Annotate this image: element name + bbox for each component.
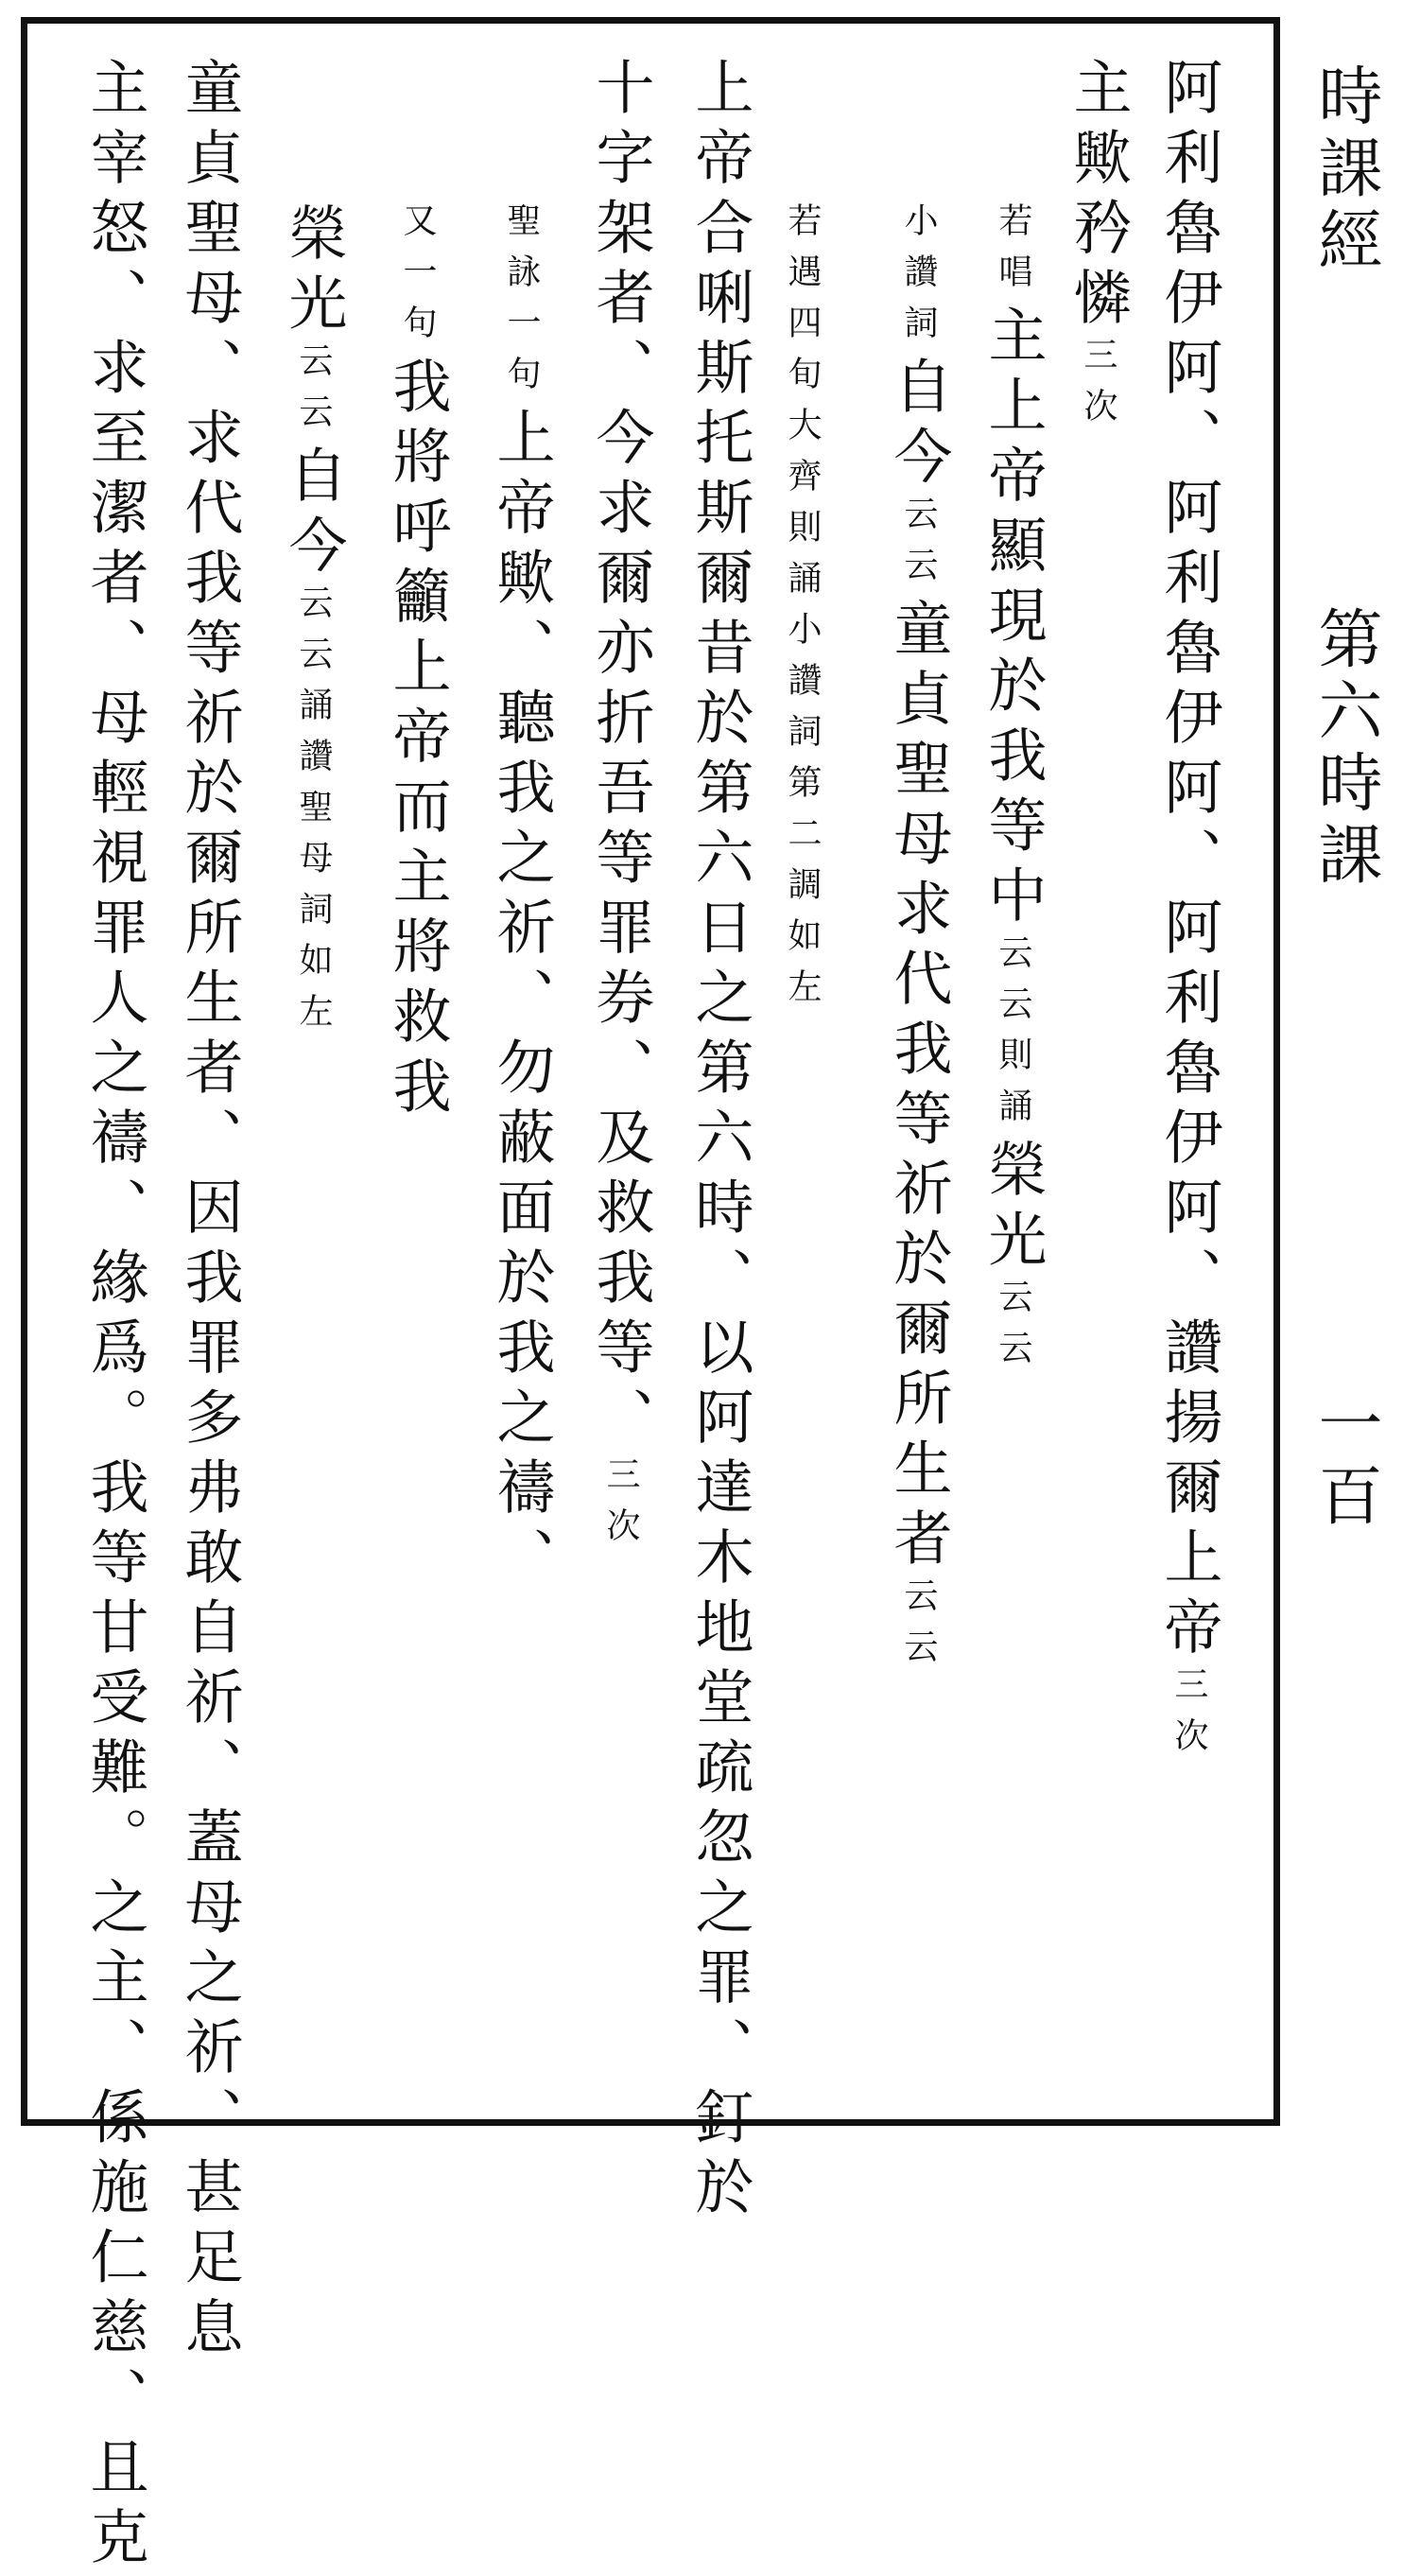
main-text: 上帝歟、聽我之祈、勿蔽面於我之禱、 [487, 407, 556, 1596]
main-text: 童貞聖母求代我等祈於爾所生者 [884, 598, 953, 1577]
annotation-text: 云云 [294, 584, 333, 687]
annotation-text: 云云 [899, 1577, 938, 1680]
annotation-text: 聖詠一句 [502, 202, 541, 407]
annotation-text: 則誦 [994, 1036, 1032, 1139]
text-column-4 [884, 202, 953, 1680]
book-title: 時課經 [1308, 62, 1382, 278]
page-number: 一百 [1308, 1390, 1382, 1534]
annotation-text: 若唱 [994, 202, 1032, 305]
annotation-text: 三次 [1079, 337, 1117, 439]
annotation-text: 若遇四旬大齊則誦小讚詞第二調如左 [783, 202, 822, 1019]
main-text: 阿利魯伊阿、阿利魯伊阿、阿利魯伊阿、讚揚爾上帝 [1154, 57, 1223, 1666]
text-column-3 [979, 202, 1048, 1381]
main-text: 自今 [279, 444, 348, 584]
main-text: 榮光 [979, 1139, 1048, 1279]
annotation-text: 小讚詞 [899, 202, 938, 356]
main-text: 我將呼籲上帝而主將救我 [383, 356, 452, 1125]
annotation-text: 云云 [994, 934, 1032, 1036]
main-text: 自今 [884, 356, 953, 496]
text-column-8 [487, 202, 556, 1596]
text-column-1 [1154, 57, 1223, 1768]
section-title: 第六時課 [1308, 605, 1382, 893]
annotation-text: 又一句 [398, 202, 437, 356]
main-text: 十字架者、今求爾亦折吾等罪券、及救我等、 [586, 57, 655, 1456]
text-column-9 [383, 202, 452, 1125]
main-text: 榮光 [279, 202, 348, 342]
annotation-text: 誦讚聖母詞如左 [294, 687, 333, 1044]
annotation-text: 云云 [294, 342, 333, 444]
text-column-7 [586, 57, 655, 1558]
text-column-11 [175, 57, 244, 2366]
text-column-5 [783, 202, 822, 1019]
annotation-text: 三次 [601, 1456, 640, 1558]
text-column-10 [279, 202, 348, 1044]
text-column-2 [1064, 57, 1133, 439]
main-text: 童貞聖母、求代我等祈於爾所生者、因我罪多弗敢自祈、蓋母之祈、甚足息 [175, 57, 244, 2366]
main-text: 主上帝顯現於我等中 [979, 305, 1048, 934]
main-text: 主歟矜憐 [1064, 57, 1133, 337]
annotation-text: 三次 [1169, 1666, 1208, 1768]
main-text: 上帝合唎斯托斯爾昔於第六日之第六時、以阿達木地堂疏忽之罪、釘於 [685, 57, 754, 2226]
text-column-12 [80, 57, 149, 2576]
annotation-text: 云云 [994, 1279, 1032, 1381]
main-text: 主宰怒、求至潔者、母輕視罪人之禱、緣爲。我等甘受難。之主、係施仁慈、且克 [80, 57, 149, 2576]
text-column-6 [685, 57, 754, 2226]
annotation-text: 云云 [899, 496, 938, 598]
